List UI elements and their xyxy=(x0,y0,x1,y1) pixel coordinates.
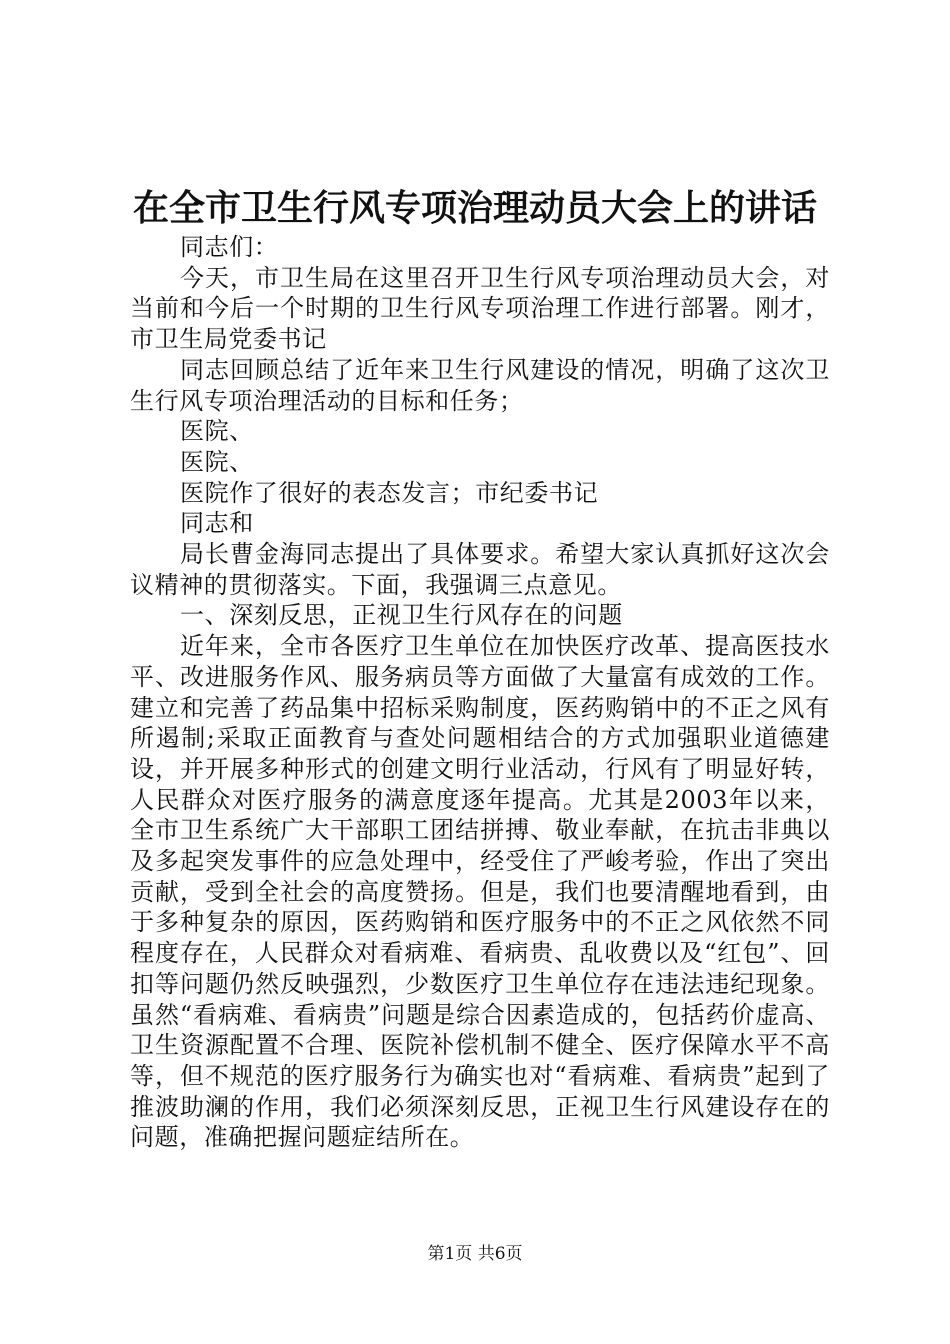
paragraph-review: 同志回顾总结了近年来卫生行风建设的情况，明确了这次卫生行风专项治理活动的目标和任务； xyxy=(130,355,830,415)
paragraph-comrade: 同志和 xyxy=(180,509,254,538)
page-footer: 第1页 共6页 xyxy=(427,1244,523,1264)
paragraph-hospital-1: 医院、 xyxy=(180,417,254,446)
section-heading-1: 一、深刻反思，正视卫生行风存在的问题 xyxy=(180,601,623,630)
document-title: 在全市卫生行风专项治理动员大会上的讲话 xyxy=(132,188,817,229)
paragraph-opening: 今天，市卫生局在这里召开卫生行风专项治理动员大会，对当前和今后一个时期的卫生行风专项治理工作进行部署。刚才，市卫生局党委书记 xyxy=(130,263,830,354)
paragraph-section-1-body: 近年来，全市各医疗卫生单位在加快医疗改革、提高医技水平、改进服务作风、服务病员等方面做了大量富有成效的工作。建立和完善了药品集中招标采购制度，医药购销中的不正之风有所遏制;采取正面教育与查处问题相结合的方式加强职业道德建设，并开展多种形式的创建文明行业活动，行风有了明显好转，人民群众对医疗服务的满意度逐年提高。尤其是2003年以来，全市卫生系统广大干部职工团结拼搏、敬业奉献，在抗击非典以及多起突发事件的应急处理中，经受住了严峻考验，作出了突出贡献，受到全社会的高度赞扬。但是，我们也要清醒地看到，由于多种复杂的原因，医药购销和医疗服务中的不正之风依然不同程度存在，人民群众对看病难、看病贵、乱收费以及“红包”、回扣等问题仍然反映强烈，少数医疗卫生单位存在违法违纪现象。虽然“看病难、看病贵”问题是综合因素造成的，包括药价虚高、卫生资源配置不合理、医院补偿机制不健全、医疗保障水平不高等，但不规范的医疗服务行为确实也对“看病难、看病贵”起到了推波助澜的作用，我们必须深刻反思，正视卫生行风建设存在的问题，准确把握问题症结所在。 xyxy=(130,632,830,1152)
paragraph-greeting: 同志们： xyxy=(180,233,279,261)
paragraph-requirements: 局长曹金海同志提出了具体要求。希望大家认真抓好这次会议精神的贯彻落实。下面，我强调三点意见。 xyxy=(130,540,830,599)
document-body xyxy=(130,232,830,1153)
paragraph-hospital-2: 医院、 xyxy=(180,447,254,476)
paragraph-hospital-3: 医院作了很好的表态发言；市纪委书记 xyxy=(180,478,599,507)
